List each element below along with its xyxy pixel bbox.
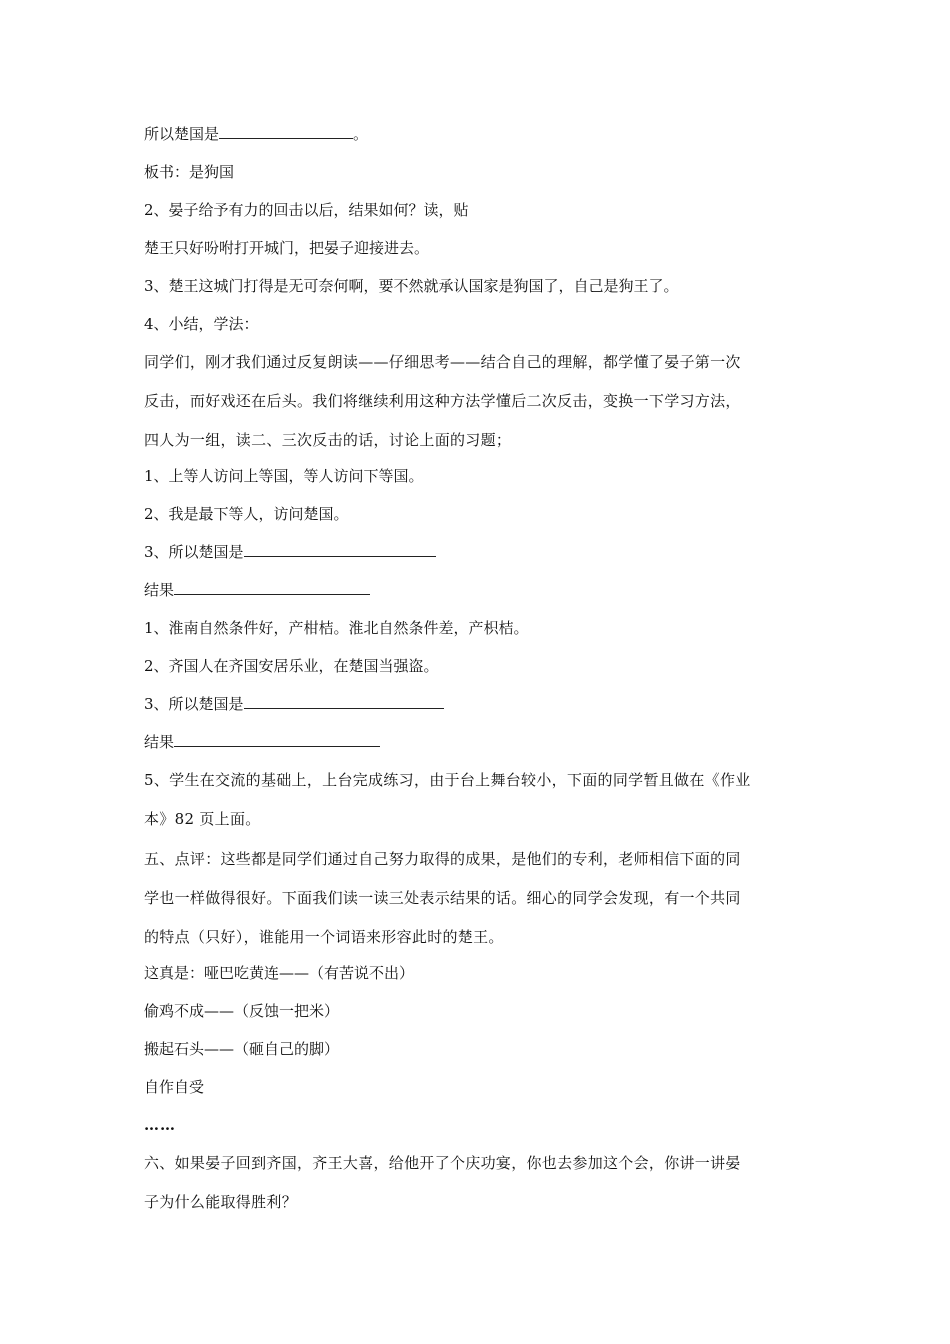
text-fragment: 结果 bbox=[144, 581, 175, 599]
paragraph bbox=[144, 352, 814, 450]
document-body bbox=[144, 124, 814, 1231]
answer-blank bbox=[174, 580, 370, 595]
paragraph-line: 四人为一组，读二、三次反击的话，讨论上面的习题； bbox=[144, 431, 512, 449]
paragraph-line: 子为什么能取得胜利？ bbox=[144, 1193, 298, 1211]
answer-blank bbox=[174, 732, 380, 747]
text-fragment: 3、所以楚国是 bbox=[144, 543, 244, 561]
text-line bbox=[144, 124, 814, 144]
paragraph-line: 本》82 页上面。 bbox=[144, 810, 261, 828]
paragraph bbox=[144, 770, 814, 829]
text-line: 偷鸡不成——（反蚀一把米） bbox=[144, 1002, 340, 1020]
text-fragment: 结果 bbox=[144, 733, 175, 751]
text-line bbox=[144, 580, 814, 600]
text-line: 1、淮南自然条件好，产柑桔。淮北自然条件差，产枳桔。 bbox=[144, 619, 529, 637]
text-fragment: 3、所以楚国是 bbox=[144, 695, 244, 713]
text-line: 3、楚王这城门打得是无可奈何啊，要不然就承认国家是狗国了，自己是狗王了。 bbox=[144, 277, 679, 295]
paragraph-line: 六、如果晏子回到齐国，齐王大喜，给他开了个庆功宴，你也去参加这个会，你讲一讲晏 bbox=[144, 1154, 741, 1172]
text-line bbox=[144, 732, 814, 752]
text-line: 2、晏子给予有力的回击以后，结果如何？读，贴 bbox=[144, 201, 469, 219]
text-line: 1、上等人访问上等国，等人访问下等国。 bbox=[144, 467, 424, 485]
text-line bbox=[144, 694, 814, 714]
text-fragment: 所以楚国是 bbox=[144, 125, 220, 143]
text-line: 板书：是狗国 bbox=[144, 163, 235, 181]
text-line: 自作自受 bbox=[144, 1078, 205, 1096]
answer-blank bbox=[244, 542, 436, 557]
paragraph-line: 反击，而好戏还在后头。我们将继续利用这种方法学懂后二次反击，变换一下学习方法， bbox=[144, 392, 741, 410]
text-line: 2、我是最下等人，访问楚国。 bbox=[144, 505, 349, 523]
paragraph-line: 学也一样做得很好。下面我们读一读三处表示结果的话。细心的同学会发现，有一个共同 bbox=[144, 889, 741, 907]
ellipsis: …… bbox=[144, 1116, 176, 1134]
text-line bbox=[144, 542, 814, 562]
text-line: 4、小结，学法： bbox=[144, 315, 259, 333]
paragraph-line: 同学们，刚才我们通过反复朗读——仔细思考——结合自己的理解，都学懂了晏子第一次 bbox=[144, 353, 741, 371]
text-fragment: 。 bbox=[353, 125, 369, 143]
text-line: 这真是：哑巴吃黄连——（有苦说不出） bbox=[144, 964, 415, 982]
paragraph bbox=[144, 849, 814, 947]
paragraph bbox=[144, 1153, 814, 1212]
paragraph-line: 五、点评：这些都是同学们通过自己努力取得的成果，是他们的专利，老师相信下面的同 bbox=[144, 850, 741, 868]
paragraph-line: 的特点（只好），谁能用一个词语来形容此时的楚王。 bbox=[144, 928, 504, 946]
answer-blank bbox=[244, 694, 444, 709]
text-line: 楚王只好吩咐打开城门，把晏子迎接进去。 bbox=[144, 239, 430, 257]
answer-blank bbox=[219, 124, 353, 139]
paragraph-line: 5、学生在交流的基础上，上台完成练习，由于台上舞台较小，下面的同学暂且做在《作业 bbox=[144, 771, 751, 789]
text-line: 2、齐国人在齐国安居乐业，在楚国当强盗。 bbox=[144, 657, 439, 675]
text-line: 搬起石头——（砸自己的脚） bbox=[144, 1040, 340, 1058]
